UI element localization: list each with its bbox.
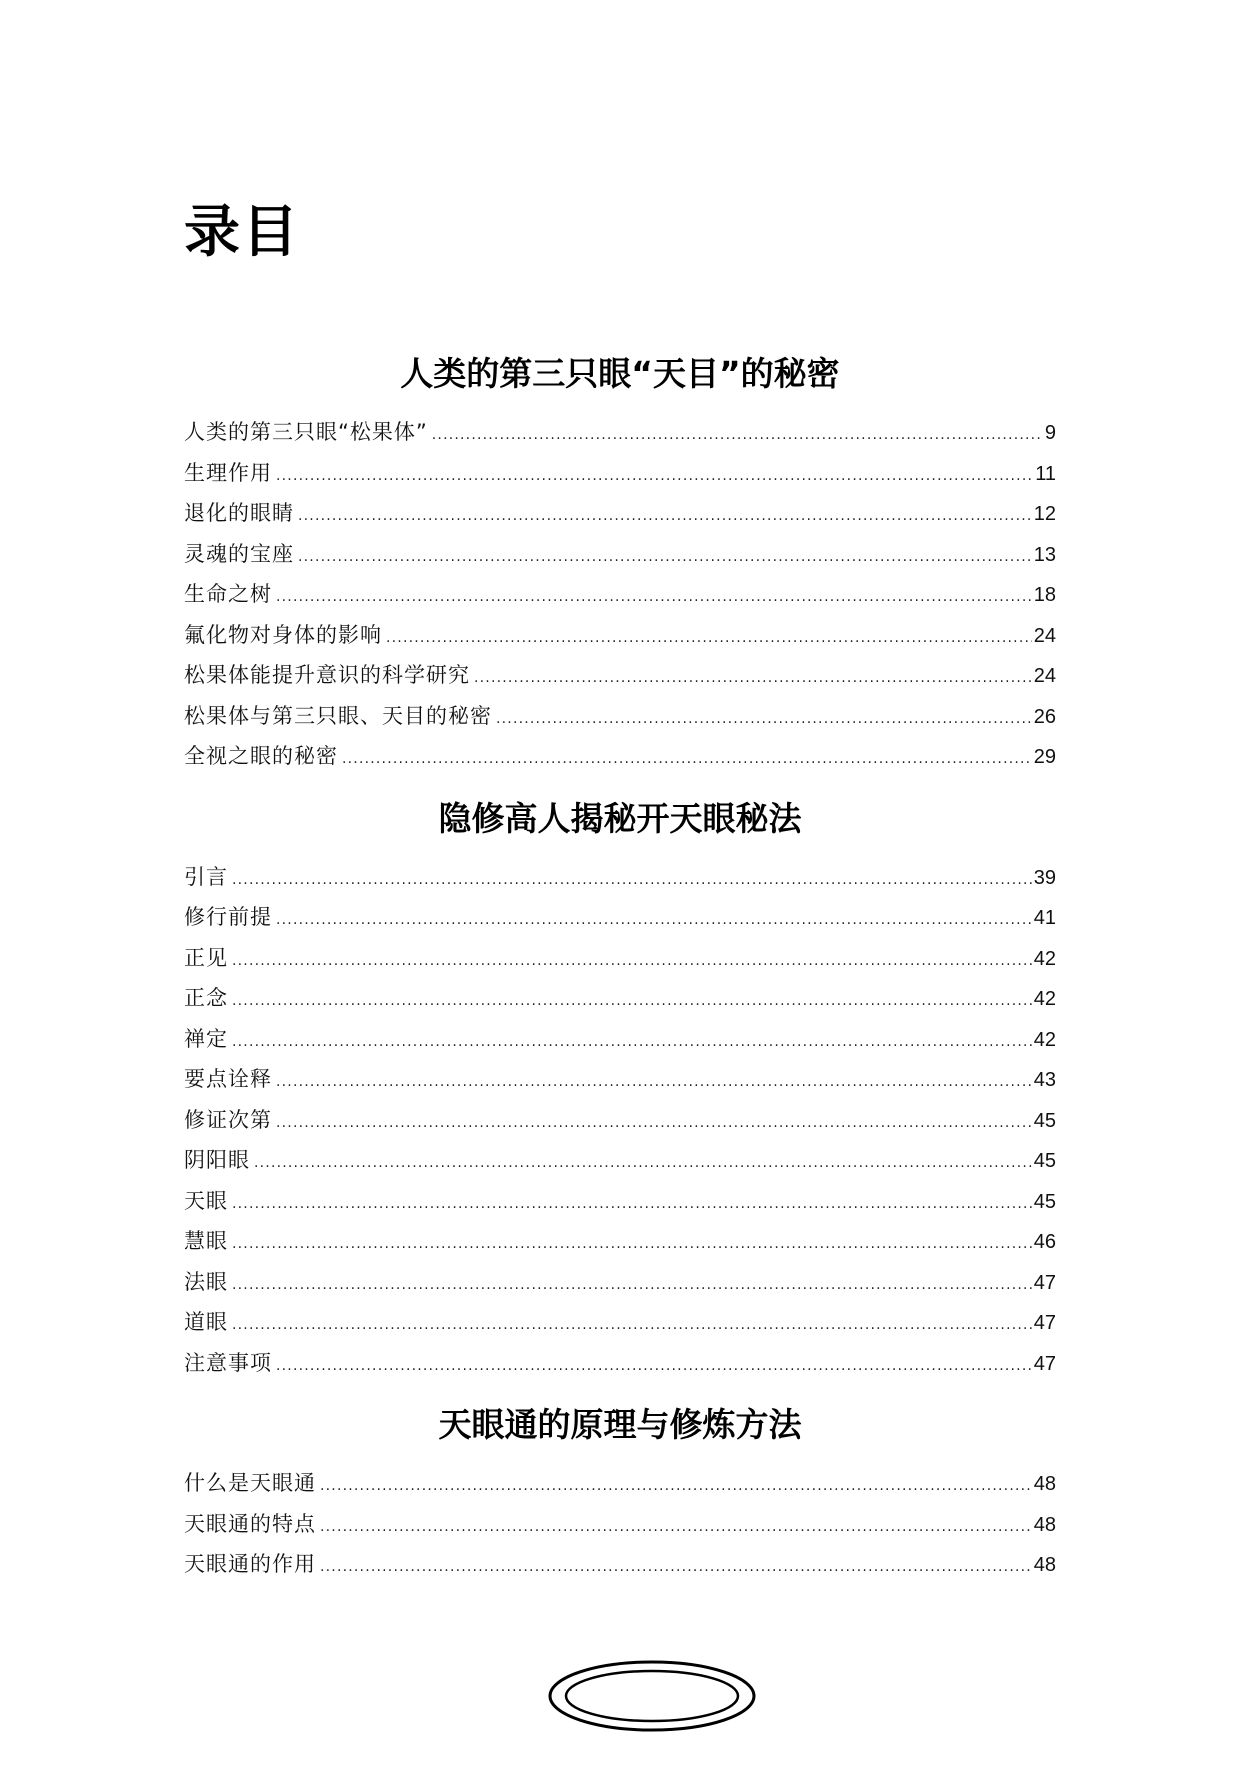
entry-title: 正见 <box>184 945 228 970</box>
entry-title: 生理作用 <box>184 460 272 485</box>
dot-leader <box>298 496 1032 537</box>
toc-entry[interactable] <box>184 1059 1056 1100</box>
entry-page-number: 24 <box>1033 665 1056 687</box>
entry-title: 要点诠释 <box>184 1067 272 1091</box>
dot-leader <box>232 941 1032 982</box>
entry-title: 生命之树 <box>184 582 272 606</box>
toc-entry[interactable] <box>184 615 1056 656</box>
dot-leader <box>232 1305 1032 1346</box>
dot-leader <box>232 860 1032 901</box>
entry-title: 氟化物对身体的影响 <box>184 622 382 647</box>
dot-leader <box>232 1184 1032 1225</box>
toc-entry[interactable] <box>184 534 1056 575</box>
entry-title: 灵魂的宝座 <box>184 541 294 566</box>
toc-entry[interactable] <box>184 857 1056 898</box>
dot-leader <box>496 699 1032 740</box>
dot-leader <box>342 739 1032 780</box>
entry-page-number: 47 <box>1033 1271 1056 1294</box>
section-entries <box>184 412 1056 777</box>
entry-page-number: 45 <box>1033 1109 1056 1132</box>
entry-title: 人类的第三只眼“松果体” <box>184 420 428 444</box>
entry-page-number: 48 <box>1033 1554 1056 1576</box>
entry-title: 引言 <box>184 864 228 889</box>
inner-ellipse <box>566 1671 738 1721</box>
table-of-contents <box>184 346 1056 1599</box>
toc-entry[interactable] <box>184 574 1056 615</box>
page-title: 录目 <box>184 200 300 265</box>
entry-page-number: 45 <box>1033 1190 1056 1213</box>
entry-title: 什么是天眼通 <box>184 1471 316 1495</box>
entry-title: 松果体与第三只眼、天目的秘密 <box>184 703 492 728</box>
entry-title: 正念 <box>184 986 228 1010</box>
toc-entry[interactable] <box>184 453 1056 494</box>
entry-page-number: 43 <box>1033 1069 1056 1091</box>
entry-title: 天眼通的特点 <box>184 1511 316 1536</box>
dot-leader <box>254 1143 1032 1184</box>
entry-page-number: 48 <box>1033 1513 1056 1536</box>
toc-entry[interactable] <box>184 412 1056 453</box>
entry-page-number: 39 <box>1033 866 1056 889</box>
entry-page-number: 47 <box>1033 1312 1056 1334</box>
entry-page-number: 29 <box>1033 746 1056 768</box>
section-entries <box>184 1463 1056 1585</box>
section-heading: 人类的第三只眼“天目”的秘密 <box>400 354 840 393</box>
toc-entry[interactable] <box>184 736 1056 777</box>
toc-entry[interactable] <box>184 1019 1056 1060</box>
dot-leader <box>276 1346 1032 1387</box>
entry-title: 天眼 <box>184 1188 228 1213</box>
entry-page-number: 11 <box>1035 462 1056 485</box>
toc-entry[interactable] <box>184 1100 1056 1141</box>
dot-leader <box>232 981 1032 1022</box>
toc-entry[interactable] <box>184 1262 1056 1303</box>
toc-entry[interactable] <box>184 1181 1056 1222</box>
entry-title: 修行前提 <box>184 905 272 929</box>
dot-leader <box>386 618 1032 659</box>
entry-title: 松果体能提升意识的科学研究 <box>184 663 470 687</box>
dot-leader <box>432 415 1043 456</box>
entry-title: 注意事项 <box>184 1350 272 1375</box>
toc-entry[interactable] <box>184 1343 1056 1384</box>
toc-entry[interactable] <box>184 938 1056 979</box>
double-ellipse-icon <box>546 1656 758 1736</box>
toc-entry[interactable] <box>184 1302 1056 1343</box>
dot-leader <box>298 537 1032 578</box>
dot-leader <box>276 577 1032 618</box>
entry-page-number: 42 <box>1033 988 1056 1010</box>
entry-page-number: 26 <box>1033 705 1056 728</box>
toc-entry[interactable] <box>184 1504 1056 1545</box>
entry-page-number: 18 <box>1033 584 1056 606</box>
entry-page-number: 9 <box>1044 422 1056 444</box>
dot-leader <box>320 1547 1032 1588</box>
entry-title: 禅定 <box>184 1026 228 1051</box>
entry-page-number: 41 <box>1033 907 1056 929</box>
section-entries <box>184 857 1056 1384</box>
toc-entry[interactable] <box>184 655 1056 696</box>
dot-leader <box>320 1507 1032 1548</box>
section-heading: 隐修高人揭秘开天眼秘法 <box>438 798 802 838</box>
dot-leader <box>276 1062 1032 1103</box>
entry-page-number: 13 <box>1033 543 1056 566</box>
entry-page-number: 45 <box>1033 1150 1056 1172</box>
entry-title: 退化的眼睛 <box>184 501 294 525</box>
entry-page-number: 48 <box>1033 1473 1056 1495</box>
entry-title: 法眼 <box>184 1269 228 1294</box>
entry-title: 全视之眼的秘密 <box>184 744 338 768</box>
dot-leader <box>232 1224 1032 1265</box>
toc-entry[interactable] <box>184 1463 1056 1504</box>
entry-title: 道眼 <box>184 1310 228 1334</box>
toc-entry[interactable] <box>184 1544 1056 1585</box>
entry-page-number: 47 <box>1033 1352 1056 1375</box>
entry-page-number: 42 <box>1033 1028 1056 1051</box>
dot-leader <box>276 900 1032 941</box>
dot-leader <box>474 658 1032 699</box>
entry-page-number: 42 <box>1033 947 1056 970</box>
entry-title: 天眼通的作用 <box>184 1552 316 1576</box>
section-heading: 天眼通的原理与修炼方法 <box>438 1405 802 1444</box>
dot-leader <box>232 1265 1032 1306</box>
dot-leader <box>276 1103 1032 1144</box>
entry-page-number: 46 <box>1033 1231 1056 1253</box>
toc-entry[interactable] <box>184 1221 1056 1262</box>
toc-entry[interactable] <box>184 978 1056 1019</box>
toc-entry[interactable] <box>184 696 1056 737</box>
toc-entry[interactable] <box>184 493 1056 534</box>
entry-page-number: 12 <box>1033 503 1056 525</box>
toc-entry[interactable] <box>184 897 1056 938</box>
entry-page-number: 24 <box>1033 624 1056 647</box>
dot-leader <box>232 1022 1032 1063</box>
entry-title: 修证次第 <box>184 1107 272 1132</box>
toc-entry[interactable] <box>184 1140 1056 1181</box>
entry-title: 阴阳眼 <box>184 1148 250 1172</box>
dot-leader <box>276 456 1033 497</box>
dot-leader <box>320 1466 1032 1507</box>
entry-title: 慧眼 <box>184 1229 228 1253</box>
